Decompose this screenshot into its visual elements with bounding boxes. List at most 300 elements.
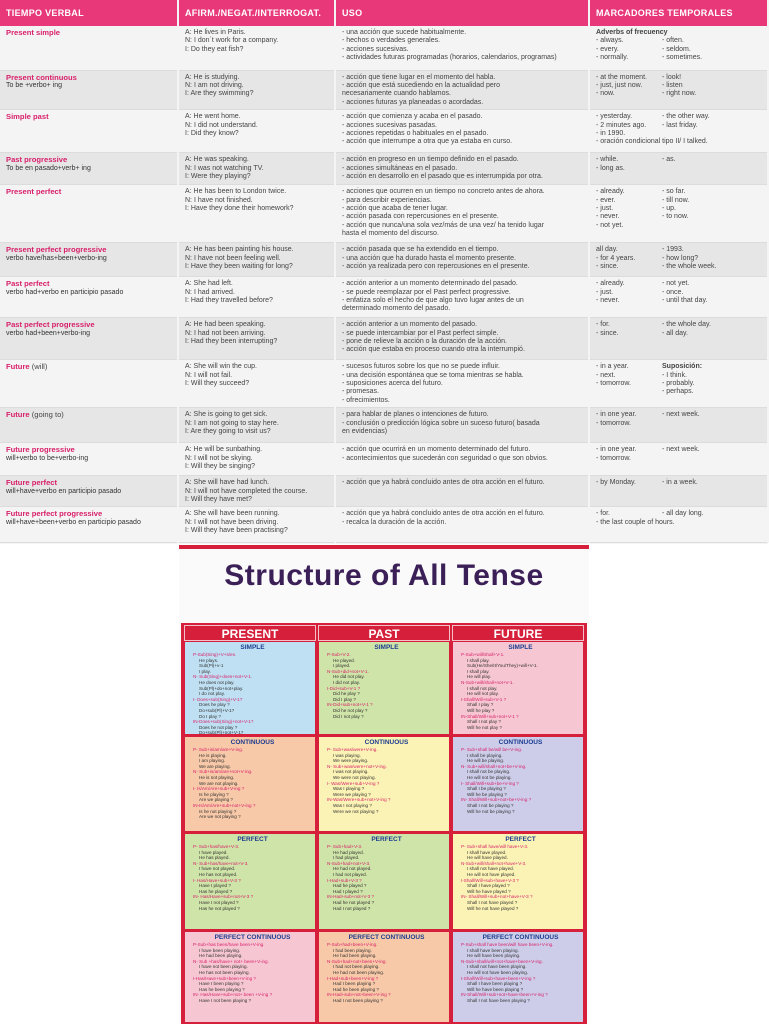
form-line: N: I have not finished. (185, 196, 253, 204)
uso-cell (335, 26, 589, 70)
table-row (0, 507, 768, 543)
poster-line: P- Sub+was/were+V-ing. (327, 747, 378, 752)
poster-line: P- Sub+has/have+V-3. (193, 844, 240, 849)
tense-name-text: Present simple (6, 28, 61, 37)
tense-name-text: Present continuous (6, 72, 77, 82)
marker-columns (596, 246, 761, 271)
poster-block-title: PERFECT (371, 836, 402, 843)
uso-cell (335, 243, 589, 277)
uso-line: - acción que nunca/una sola vez/más de una vez/ ha tenido lugar (342, 221, 544, 229)
poster-line: He will not have been playing. (467, 969, 529, 975)
table-row (0, 185, 768, 243)
table-row (0, 277, 768, 318)
marker-cell (589, 408, 768, 443)
poster-line: He did not play. (333, 674, 365, 680)
marker-column (596, 510, 675, 527)
marker-columns (596, 446, 761, 463)
marker-column (596, 74, 662, 99)
marker-line: - just. (596, 288, 614, 296)
marker-line: - probably. (662, 379, 695, 387)
tense-cell (0, 507, 178, 543)
form-line: N: I am not going to stay here. (185, 419, 279, 427)
poster-line: He has not played. (199, 871, 238, 877)
uso-line: necesariamente cuando hablamos. (342, 90, 451, 98)
tense-formula: verbo have/has+been+verbo-ing (6, 254, 107, 262)
tense-cell (0, 443, 178, 476)
forms-cell (178, 318, 335, 360)
poster-line: N-Sub+will/shall+not+V-1. (461, 679, 514, 685)
poster-line: I have been playing. (199, 947, 241, 953)
poster-line: He had not played. (333, 866, 372, 872)
poster-line: I- Was/Were+sub+V-ing ? (327, 780, 380, 786)
poster-line: Shall I be playing ? (467, 786, 506, 792)
tense-name-suffix: (will) (31, 362, 48, 372)
tense-name-text: Future (6, 410, 30, 420)
uso-line: - acción que interrumpe a otra que ya estaba en curso. (342, 138, 513, 146)
tense-name-text: Future perfect progressive (6, 509, 103, 519)
poster-tense-block (452, 641, 584, 735)
poster-line: He will have been playing. (467, 953, 521, 959)
poster-line: N-Sub+did+not+V-1. (327, 668, 369, 674)
poster-block-title: CONTINUOUS (364, 739, 409, 746)
uso-line: - acción ya realizada pero con repercusiones en el presente. (342, 262, 530, 270)
poster-line: P-Sub+had+been+V-ing. (327, 942, 378, 947)
marker-columns (596, 321, 761, 338)
poster-line: Were we playing ? (333, 791, 371, 797)
uso-line: - para describir experiencias. (342, 196, 432, 204)
poster-line: Had I not played ? (333, 905, 371, 911)
uso-line: - para hablar de planes o intenciones de futuro. (342, 411, 489, 419)
poster-line: He had not been playing. (333, 969, 385, 975)
marker-column (596, 363, 662, 397)
poster-block-title: PERFECT CONTINUOUS (482, 934, 559, 941)
uso-line: - acción en desarrollo en el pasado que es interrumpida por otra. (342, 172, 543, 180)
marker-cell (589, 153, 768, 185)
marker-line: - all day. (662, 329, 688, 337)
form-line: I: Will they have been practising? (185, 527, 288, 535)
marker-line: - for. (596, 321, 611, 329)
uso-line: - acciones futuras ya planeadas o acordadas. (342, 98, 484, 106)
marker-line: - every. (596, 45, 619, 53)
poster-line: I-Had+sub+been+V-ing ? (327, 975, 379, 981)
marker-column (596, 446, 662, 463)
marker-line: - just, just now. (596, 81, 643, 89)
form-line: N: I was not watching TV. (185, 164, 264, 172)
poster-line: Has he been playing ? (199, 986, 245, 992)
table-row (0, 153, 768, 185)
poster-line: Did he play ? (333, 691, 360, 697)
marker-column (662, 188, 761, 230)
table-row (0, 70, 768, 110)
tense-name-text: Future progressive (6, 445, 75, 455)
poster-line: I had not been playing. (333, 964, 380, 970)
tense-name (6, 411, 171, 419)
marker-line: - in 1990. (596, 129, 626, 137)
tense-formula: will+have+verbo en participio pasado (6, 487, 122, 495)
uso-cell (335, 507, 589, 543)
marker-cell (589, 185, 768, 243)
form-line: N: I have not been feeling well. (185, 254, 281, 262)
tense-cell (0, 70, 178, 110)
marker-column (596, 246, 662, 271)
form-line: I: Have they been waiting for long? (185, 262, 293, 270)
poster-line: Shall I have been playing ? (467, 981, 523, 987)
marker-line: Suposición: (662, 363, 703, 371)
tense-formula: will+verbo to be+verbo-ing (6, 454, 89, 462)
form-line: N: I will not have been driving. (185, 518, 279, 526)
forms-cell (178, 26, 335, 70)
poster-line: Does he not play ? (199, 724, 238, 730)
poster-line: IN-Did+sub+not+V-1 ? (327, 702, 373, 708)
marker-line: - normally. (596, 54, 629, 62)
poster-line: IN-Had+sub+not+been+V-ing ? (327, 992, 391, 998)
marker-line: - by Monday. (596, 479, 636, 487)
form-line: A: He had been speaking. (185, 321, 266, 329)
form-line: I: Had they travelled before? (185, 296, 273, 304)
marker-column (662, 74, 761, 99)
uso-line: - una acción que ha durado hasta el momento presente. (342, 254, 516, 262)
form-line: A: He is studying. (185, 73, 240, 81)
poster-line: Did he not play ? (333, 707, 368, 713)
poster-line: Had he played ? (333, 883, 367, 889)
poster-line: I was not playing. (333, 769, 369, 775)
form-line: A: She had left. (185, 280, 233, 288)
poster-line: I-Has/Have+sub+been+V-ing ? (193, 975, 256, 981)
marker-line: - next. (596, 371, 616, 379)
poster-line: I- Does+sub(Sing)+V-1? (193, 696, 243, 702)
form-line: I: Will they be singing? (185, 462, 256, 470)
poster-line: I shall not play. (467, 685, 498, 691)
tense-name-text: Present perfect progressive (6, 245, 107, 255)
tense-name (6, 156, 171, 164)
poster-line: Is he not playing ? (199, 808, 237, 814)
marker-columns-sub (596, 37, 761, 62)
marker-line: - tomorrow. (596, 379, 632, 387)
uso-line: - acción que acaba de tener lugar. (342, 204, 448, 212)
poster-line: Shall I not play ? (467, 719, 501, 725)
marker-cell (589, 507, 768, 543)
uso-line: - suposiciones acerca del futuro. (342, 379, 443, 387)
poster-line: He does not play. (199, 679, 235, 685)
marker-columns (596, 510, 761, 527)
poster-line: P- Sub+shall have/will have+V-3. (461, 844, 529, 849)
marker-line: - for 4 years. (596, 254, 636, 262)
poster-line: Shall I not have played ? (467, 899, 518, 905)
tense-cell (0, 26, 178, 70)
poster-line: He has not been playing. (199, 969, 250, 975)
poster-line: Do+sub(Pl)+not+V-1? (199, 730, 244, 736)
poster-line: I- Is/Am/Are+sub+V-ing ? (193, 786, 245, 792)
marker-line: - to now. (662, 213, 689, 221)
form-line: N: I had not been arriving. (185, 329, 266, 337)
uso-line: - acción que tiene lugar en el momento del habla. (342, 73, 496, 81)
marker-line: - oración condicional tipo II/ I talked. (596, 138, 708, 146)
poster-line: Did I not play ? (333, 713, 364, 719)
marker-line: - sometimes. (662, 54, 703, 62)
poster-line: P-Sub+has been/have been+V-ing. (193, 942, 265, 947)
poster-line: I-Had+sub+V-3 ? (327, 877, 362, 883)
poster-line: Will he not have played ? (467, 905, 519, 911)
marker-line: - since. (596, 262, 619, 270)
forms-cell (178, 110, 335, 153)
marker-columns (596, 29, 761, 63)
marker-line: - seldom. (662, 45, 691, 53)
poster-line: Had he been playing ? (333, 986, 379, 992)
uso-line: - acción que ocurrirá en un momento determinado del futuro. (342, 446, 531, 454)
form-line: A: She will win the cup. (185, 363, 257, 371)
poster-line: Had I not been playing ? (333, 997, 383, 1003)
poster-block-title: SIMPLE (240, 644, 265, 651)
uso-line: - conclusión o predicción lógica sobre un suceso futuro( basada (342, 419, 540, 427)
poster-line: I- Has/Have+sub+V-3 ? (193, 877, 241, 883)
tense-name (6, 188, 171, 196)
form-line: A: He will be sunbathing. (185, 446, 263, 454)
poster-block-title: CONTINUOUS (230, 739, 275, 746)
poster-line: Shall I not have been playing ? (467, 997, 530, 1003)
marker-column (662, 363, 761, 397)
uso-line: - recalca la duración de la acción. (342, 518, 447, 526)
tense-formula: To be en pasado+verb+ ing (6, 164, 91, 172)
poster-line: Do+sub(Pl)+V-1? (199, 707, 235, 713)
tense-name (6, 29, 171, 37)
marker-line: - just. (596, 204, 614, 212)
poster-line: Shall I have played ? (467, 883, 510, 889)
marker-line: - tomorrow. (596, 454, 632, 462)
marker-cell (589, 277, 768, 318)
forms-cell (178, 153, 335, 185)
marker-column (662, 280, 761, 305)
tense-name (6, 363, 171, 371)
poster-line: I was playing. (333, 752, 361, 758)
tense-name (6, 280, 171, 288)
marker-line: - 1993. (662, 246, 684, 254)
form-line: A: He lives in Paris. (185, 29, 246, 36)
form-line: I: Are they going to visit us? (185, 427, 271, 435)
uso-line: - una decisión espontánea que se toma mientras se habla. (342, 371, 524, 379)
uso-line: - acción que está sucediendo en la actualidad pero (342, 81, 500, 89)
poster-line: I had not played. (333, 871, 367, 877)
poster-line: I did not play. (333, 679, 360, 685)
forms-cell (178, 476, 335, 507)
uso-line: - acción que ya habrá concluido antes de otra acción en el futuro. (342, 510, 545, 518)
table-row (0, 26, 768, 70)
poster-line: N- Sub+was/were+not+V-ing. (327, 763, 387, 769)
marker-line: - how long? (662, 254, 699, 262)
header-forms: AFIRM./NEGAT./INTERROGAT. (178, 0, 335, 26)
marker-columns (596, 156, 761, 173)
poster-line: N- Sub(Sing)+does+not+V-1. (193, 674, 253, 680)
marker-line: - never. (596, 296, 620, 304)
forms-cell (178, 243, 335, 277)
poster-line: We were playing. (333, 758, 369, 764)
marker-column (596, 479, 662, 487)
poster-line: I shall not be playing. (467, 769, 511, 775)
marker-line: - all day long. (662, 510, 704, 518)
form-line: N: I did not understand. (185, 121, 258, 129)
poster-line: N-Sub+will/shall+not+have+V-3. (461, 860, 527, 866)
tense-cell (0, 318, 178, 360)
forms-cell (178, 360, 335, 408)
marker-line: - often. (662, 37, 684, 45)
poster-line: P-Sub(Sing)+V+s/es. (193, 652, 237, 657)
marker-line: - long as. (596, 164, 625, 172)
poster-line: I am playing. (199, 758, 226, 764)
forms-cell (178, 408, 335, 443)
tense-name-text: Past perfect progressive (6, 320, 95, 330)
marker-columns (596, 411, 761, 428)
marker-line: - till now. (662, 196, 690, 204)
form-line: A: He went home. (185, 113, 241, 121)
marker-line: - for. (596, 510, 611, 518)
tense-name (6, 321, 171, 329)
poster-line: He had been playing. (199, 953, 243, 959)
poster-block-title: PERFECT CONTINUOUS (348, 934, 425, 941)
marker-line: - as. (662, 156, 676, 164)
poster-line: I-Shall/Will+sub+have+been+V-ing ? (461, 975, 536, 981)
poster-tense-block (452, 736, 584, 832)
marker-line: - the whole day. (662, 321, 711, 329)
form-line: I: Were they playing? (185, 172, 251, 180)
uso-line: determinado momento del pasado. (342, 305, 451, 313)
form-line: I: Had they been interrupting? (185, 337, 278, 345)
poster-line: He had played. (333, 849, 364, 855)
poster-line: Was I playing ? (333, 786, 365, 792)
poster-line: I have played. (199, 849, 228, 855)
poster-line: N-Sub+had+not+been+V-ing. (327, 958, 387, 964)
form-line: N: I will not fail. (185, 371, 233, 379)
marker-cell (589, 26, 768, 70)
poster-line: I-Did+sub+V-1 ? (327, 685, 361, 691)
uso-line: - acción que estaba en proceso cuando otra la interrumpió. (342, 346, 525, 354)
poster-line: Were we not playing ? (333, 808, 379, 814)
tense-cell (0, 185, 178, 243)
marker-line: - not yet. (662, 280, 690, 288)
poster-line: I play. (199, 668, 211, 674)
tense-formula: will+have+been+verbo en participio pasado (6, 518, 141, 526)
poster-line: IN- Shall/Will+sub+not+be+V-ing ? (461, 797, 532, 803)
tense-cell (0, 360, 178, 408)
poster-tense-block (318, 641, 450, 735)
marker-column (662, 113, 761, 147)
poster-tense-block (318, 931, 450, 1023)
poster-line: Are we not playing ? (199, 814, 241, 820)
marker-line: - tomorrow. (596, 419, 632, 427)
marker-column (596, 37, 662, 62)
uso-line: - acción anterior a un momento del pasado. (342, 321, 478, 329)
uso-cell (335, 153, 589, 185)
marker-column (662, 411, 761, 428)
uso-line: - se puede reemplazar por el Past perfect progressive. (342, 288, 511, 296)
marker-line (662, 130, 761, 138)
poster-line: Shall I play ? (467, 702, 494, 708)
poster-line: P-Sub+V-2. (327, 652, 351, 657)
tense-name (6, 479, 171, 487)
poster-line: Had I been playing ? (333, 981, 376, 987)
poster-line: IN-Had+sub+not+V-3 ? (327, 894, 375, 900)
header-tiempo-verbal: TIEMPO VERBAL (0, 0, 178, 26)
marker-line (662, 138, 761, 146)
marker-line: - now. (596, 90, 615, 98)
tense-cell (0, 110, 178, 153)
poster-line: N- Sub +has/have+ not+ been+V-ing. (193, 958, 269, 964)
poster-tense-block (318, 736, 450, 832)
table-row (0, 243, 768, 277)
header-marcadores: MARCADORES TEMPORALES (589, 0, 768, 26)
marker-column (662, 246, 761, 271)
header-uso: USO (335, 0, 589, 26)
uso-line: - acciones sucesivas pasadas. (342, 121, 437, 129)
poster-block-title: PERFECT (505, 836, 536, 843)
uso-cell (335, 110, 589, 153)
tense-cell (0, 277, 178, 318)
poster-line: Sub(He/She/It/You/They)+will+V-1. (467, 663, 538, 669)
poster-column-header: PRESENT (184, 625, 316, 641)
poster-line: We were not playing. (333, 774, 376, 780)
tense-name-suffix: (going to) (31, 410, 64, 420)
marker-column (662, 510, 761, 527)
tense-name-text: Simple past (6, 112, 49, 122)
poster-line: IN-Shall/Will+sub+not+V-1 ? (461, 713, 519, 719)
marker-cell (589, 110, 768, 153)
marker-line: - listen (662, 81, 683, 89)
marker-cell (589, 476, 768, 507)
poster-block-title: CONTINUOUS (498, 739, 543, 746)
marker-column (596, 411, 662, 428)
marker-line: - in a week. (662, 479, 698, 487)
poster-line: We are not playing. (199, 780, 239, 786)
poster-line: I do not play. (199, 691, 225, 697)
poster-line: Have I been playing ? (199, 981, 244, 987)
marker-column (596, 321, 662, 338)
poster-grid (181, 623, 587, 1024)
forms-cell (178, 277, 335, 318)
table-row (0, 408, 768, 443)
poster-line: He plays. (199, 657, 219, 663)
poster-line: I shall not have been playing. (467, 964, 527, 970)
uso-line: - acción que ya habrá concluido antes de otra acción en el futuro. (342, 479, 545, 487)
poster-line: I-Shall/Will+sub+V-1 ? (461, 696, 507, 702)
poster-block-title: PERFECT CONTINUOUS (214, 934, 291, 941)
uso-line: - pone de relieve la acción o la duración de la acción. (342, 337, 507, 345)
marker-line: - already. (596, 280, 625, 288)
forms-cell (178, 185, 335, 243)
tense-name-text: Past progressive (6, 155, 68, 165)
tense-poster (179, 545, 589, 1024)
poster-line: He will be playing. (467, 758, 505, 764)
forms-cell (178, 507, 335, 543)
marker-line: - right now. (662, 90, 697, 98)
marker-line: - once. (662, 288, 684, 296)
form-line: A: She will have been running. (185, 510, 280, 518)
poster-line: Sub(Pl)+do+not+play. (199, 685, 244, 691)
uso-line: - ofrecimientos. (342, 396, 390, 404)
tense-name (6, 74, 171, 82)
marker-line: - while. (596, 156, 619, 164)
poster-line: Shall I not be playing ? (467, 802, 514, 808)
marker-column (662, 37, 761, 62)
forms-cell (178, 443, 335, 476)
marker-columns (596, 74, 761, 99)
marker-line: - not yet. (596, 221, 624, 229)
table-row (0, 110, 768, 153)
uso-line: - actividades futuras programadas (horarios, calendarios, programas) (342, 54, 557, 62)
poster-line: IN- Shall/Will+sub+not+have+V-3 ? (461, 894, 533, 900)
uso-line: - acciones repetidas o habituales en el pasado. (342, 129, 489, 137)
marker-columns (596, 479, 761, 487)
poster-line: He has played. (199, 855, 230, 861)
form-line: I: Do they eat fish? (185, 45, 244, 53)
uso-line: en evidencias) (342, 427, 388, 435)
